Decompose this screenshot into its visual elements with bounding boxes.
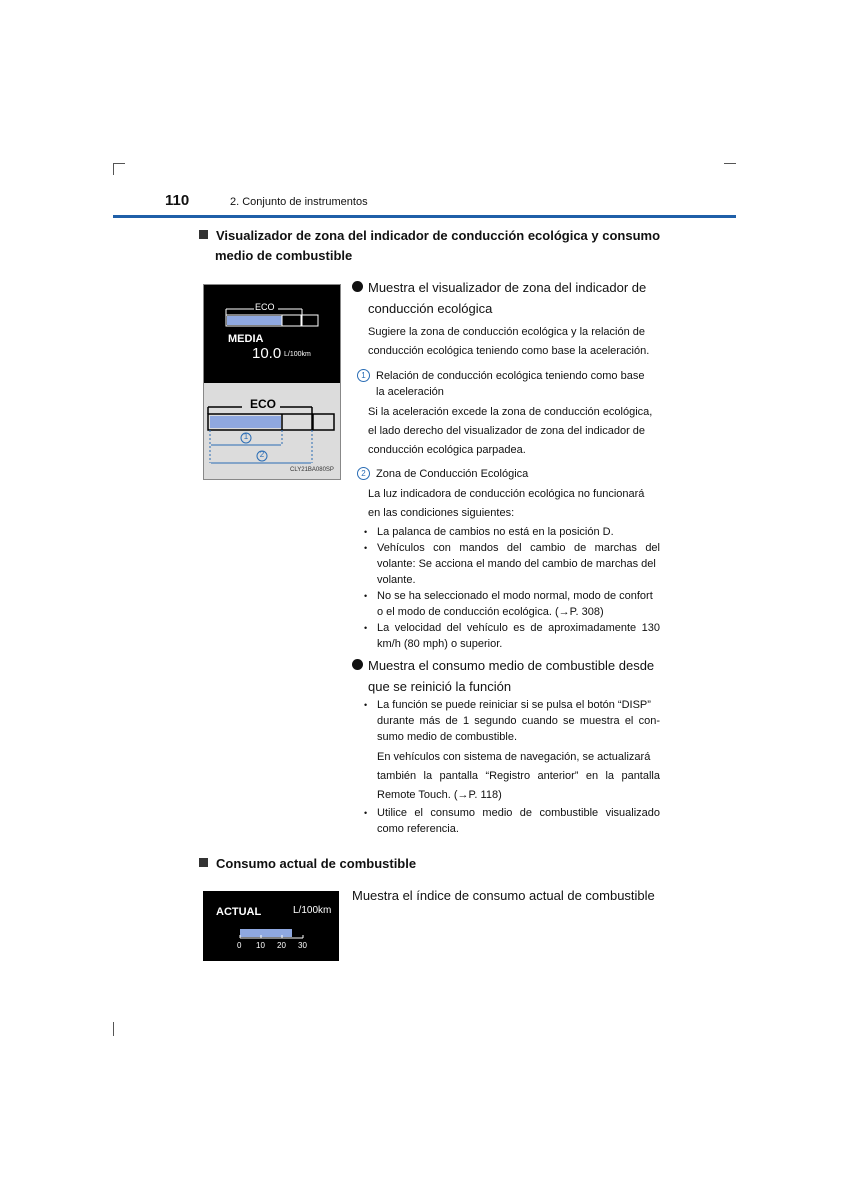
text-line: En vehículos con sistema de navegación, se actualizará	[377, 751, 651, 763]
callout-1: 1	[243, 432, 249, 441]
list-item	[364, 805, 660, 837]
text-line: el lado derecho del visualizador de zona del indicador de	[368, 425, 646, 437]
text-line: Zona de Conducción Ecológica	[376, 468, 529, 480]
image-code: CLY21BA080SP	[290, 467, 334, 473]
tick-label: 0	[237, 941, 242, 950]
item-title-line: que se reinició la función	[368, 679, 512, 694]
header-rule	[113, 215, 736, 218]
item-title-line: Muestra el consumo medio de combustible desde	[368, 658, 655, 673]
list-item	[364, 540, 660, 588]
section-heading-actual	[199, 854, 599, 874]
text-line: también la pantalla “Registro anterior” en la pantalla	[377, 770, 660, 782]
eco-label-small: ECO	[255, 302, 275, 312]
list-item	[364, 588, 660, 620]
average-consumption-value: 10.0	[252, 345, 282, 362]
conditions-paragraph	[368, 485, 660, 523]
tick-label: 30	[298, 941, 307, 950]
text-line: conducción ecológica parpadea.	[368, 444, 526, 456]
current-consumption-graphic	[203, 891, 339, 961]
list-item	[364, 620, 660, 652]
section-heading-eco	[199, 226, 661, 266]
callout-1-description	[357, 368, 661, 400]
eco-zone-detail	[204, 383, 340, 479]
acceleration-paragraph	[368, 403, 660, 460]
text-line: conducción ecológica teniendo como base la aceleración.	[368, 345, 650, 357]
callout-2-description	[357, 466, 661, 482]
item-average-consumption-title	[352, 655, 662, 697]
item-eco-zone-title	[352, 277, 662, 319]
text-line: • Utilice el consumo medio de combustible visualizado	[377, 807, 660, 819]
text-line: como referencia.	[377, 823, 459, 835]
square-bullet-icon	[199, 858, 208, 867]
crop-mark	[113, 1022, 114, 1036]
current-consumption-display-image	[203, 891, 339, 961]
eco-description-paragraph	[368, 323, 660, 361]
text-line: • La palanca de cambios no está en la posición D.	[377, 526, 614, 538]
text-line: • La velocidad del vehículo es de aproximadamente 130	[377, 622, 660, 634]
text-line: sumo medio de combustible.	[377, 731, 518, 743]
eco-display-graphic	[204, 285, 340, 383]
text-line: • Vehículos con mandos del cambio de marchas del	[377, 542, 660, 554]
section-heading-line: Consumo actual de combustible	[216, 856, 417, 871]
consumption-unit: L/100km	[284, 351, 311, 358]
crop-mark	[113, 163, 114, 175]
section-heading-line: Visualizador de zona del indicador de conducción ecológica y consumo	[216, 228, 661, 243]
text-line: Relación de conducción ecológica teniendo como base	[376, 370, 645, 382]
eco-label-large: ECO	[250, 397, 277, 411]
crop-mark	[113, 163, 125, 164]
eco-zone-display-image	[203, 284, 341, 480]
text-line: la aceleración	[376, 386, 444, 398]
tick-label: 10	[256, 941, 265, 950]
round-bullet-icon	[352, 659, 363, 670]
callout-number-icon: 1	[357, 369, 370, 382]
square-bullet-icon	[199, 230, 208, 239]
text-line: o el modo de conducción ecológica. (→P. 308)	[377, 606, 604, 618]
media-label: MEDIA	[228, 333, 264, 345]
section-heading-line: medio de combustible	[215, 248, 353, 263]
page-number: 110	[165, 192, 190, 209]
crop-mark	[724, 163, 736, 164]
actual-unit: L/100km	[293, 905, 332, 916]
text-line: Sugiere la zona de conducción ecológica y la relación de	[368, 326, 646, 338]
eco-display-screen	[204, 285, 340, 383]
list-item	[364, 524, 660, 540]
round-bullet-icon	[352, 281, 363, 292]
text-line: Remote Touch. (→P. 118)	[377, 789, 502, 801]
conditions-list	[364, 524, 660, 652]
text-line: km/h (80 mph) o superior.	[377, 638, 503, 650]
text-line: en las condiciones siguientes:	[368, 507, 515, 519]
list-item	[364, 697, 660, 745]
reset-info-list	[364, 697, 660, 745]
callout-2: 2	[259, 450, 265, 459]
chapter-title: 2. Conjunto de instrumentos	[230, 196, 368, 208]
item-title-line: Muestra el visualizador de zona del indicador de	[368, 280, 647, 295]
actual-label: ACTUAL	[216, 906, 262, 918]
text-line: durante más de 1 segundo cuando se muestra el con-	[377, 715, 660, 727]
item-title-line: conducción ecológica	[368, 301, 493, 316]
navigation-note	[377, 748, 660, 805]
text-line: La luz indicadora de conducción ecológica no funcionará	[368, 488, 645, 500]
reference-list	[364, 805, 660, 837]
current-consumption-description: Muestra el índice de consumo actual de combustible	[352, 888, 655, 903]
text-line: Si la aceleración excede la zona de conducción ecológica,	[368, 406, 653, 418]
tick-label: 20	[277, 941, 286, 950]
text-line: volante: Se acciona el mando del cambio de marchas del	[377, 558, 656, 570]
text-line: volante.	[377, 574, 416, 586]
text-line: • La función se puede reiniciar si se pulsa el botón “DISP”	[377, 699, 651, 711]
text-line: • No se ha seleccionado el modo normal, modo de confort	[377, 590, 653, 602]
callout-number-icon: 2	[357, 467, 370, 480]
